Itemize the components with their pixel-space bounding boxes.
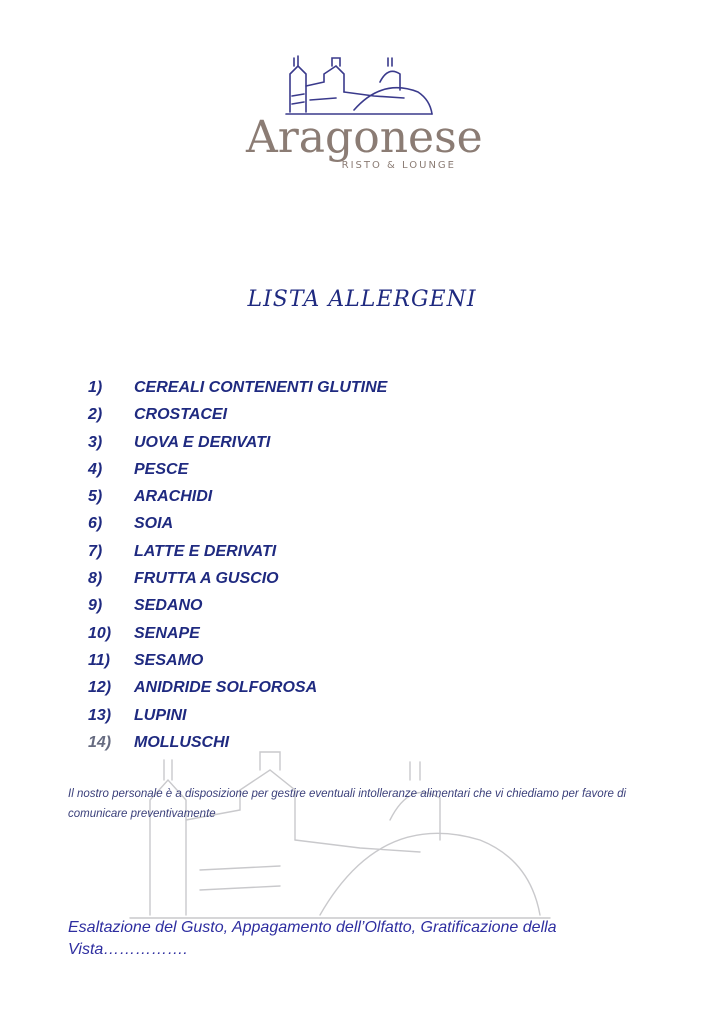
tagline: Esaltazione del Gusto, Appagamento dell’Olfatto, Gratificazione della Vista……………. [68,919,557,958]
allergen-item [88,674,387,701]
castle-sketch-icon [284,52,434,118]
allergen-number: 10) [88,624,112,642]
allergen-name: UOVA E DERIVATI [134,433,271,451]
allergen-item [88,647,387,674]
allergen-number: 14) [88,733,112,751]
allergen-item [88,456,387,483]
allergen-name: SOIA [134,515,174,533]
brand-subtitle: RISTO & LOUNGE [341,160,456,171]
page-title: LISTA ALLERGENI [247,287,477,312]
allergen-item [88,401,387,428]
restaurant-logo [246,52,483,174]
allergen-name: ARACHIDI [134,488,213,506]
allergen-number: 6) [88,515,103,533]
allergen-number: 1) [88,379,103,396]
allergen-number: 9) [88,597,103,615]
allergen-item [88,592,387,619]
allergen-item [88,702,387,729]
allergen-name: LUPINI [134,706,187,724]
allergen-number: 5) [88,488,103,506]
allergen-number: 8) [88,570,103,588]
allergen-name: ANIDRIDE SOLFOROSA [134,679,318,697]
allergen-item [88,510,387,537]
allergen-number: 2) [88,406,103,424]
allergen-name: SENAPE [134,624,200,642]
allergen-number: 12) [88,679,112,697]
allergen-name: MOLLUSCHI [134,733,230,751]
building-sketch-watermark [120,740,560,920]
allergen-item [88,483,387,510]
allergen-number: 3) [88,433,103,451]
allergen-item [88,374,387,401]
allergen-name: CEREALI CONTENENTI GLUTINE [134,379,388,396]
allergen-name: PESCE [134,460,189,478]
allergen-list [88,374,387,756]
allergen-name: CROSTACEI [134,406,228,424]
allergen-name: FRUTTA A GUSCIO [134,570,279,588]
allergen-number: 11) [88,651,110,669]
allergen-number: 7) [88,542,103,560]
brand-name: Aragonese [246,112,483,163]
allergen-name: LATTE E DERIVATI [134,542,277,560]
allergen-name: SESAMO [134,651,204,669]
allergen-name: SEDANO [134,597,203,615]
allergen-item [88,538,387,565]
allergen-item [88,565,387,592]
allergen-item [88,429,387,456]
allergen-item [88,620,387,647]
allergen-number: 13) [88,706,112,724]
staff-notice: Il nostro personale è a disposizione per gestire eventuali intolleranze alimentari che vi chiediamo per favore di comunicare preventivamente [68,788,627,820]
allergen-number: 4) [88,460,103,478]
